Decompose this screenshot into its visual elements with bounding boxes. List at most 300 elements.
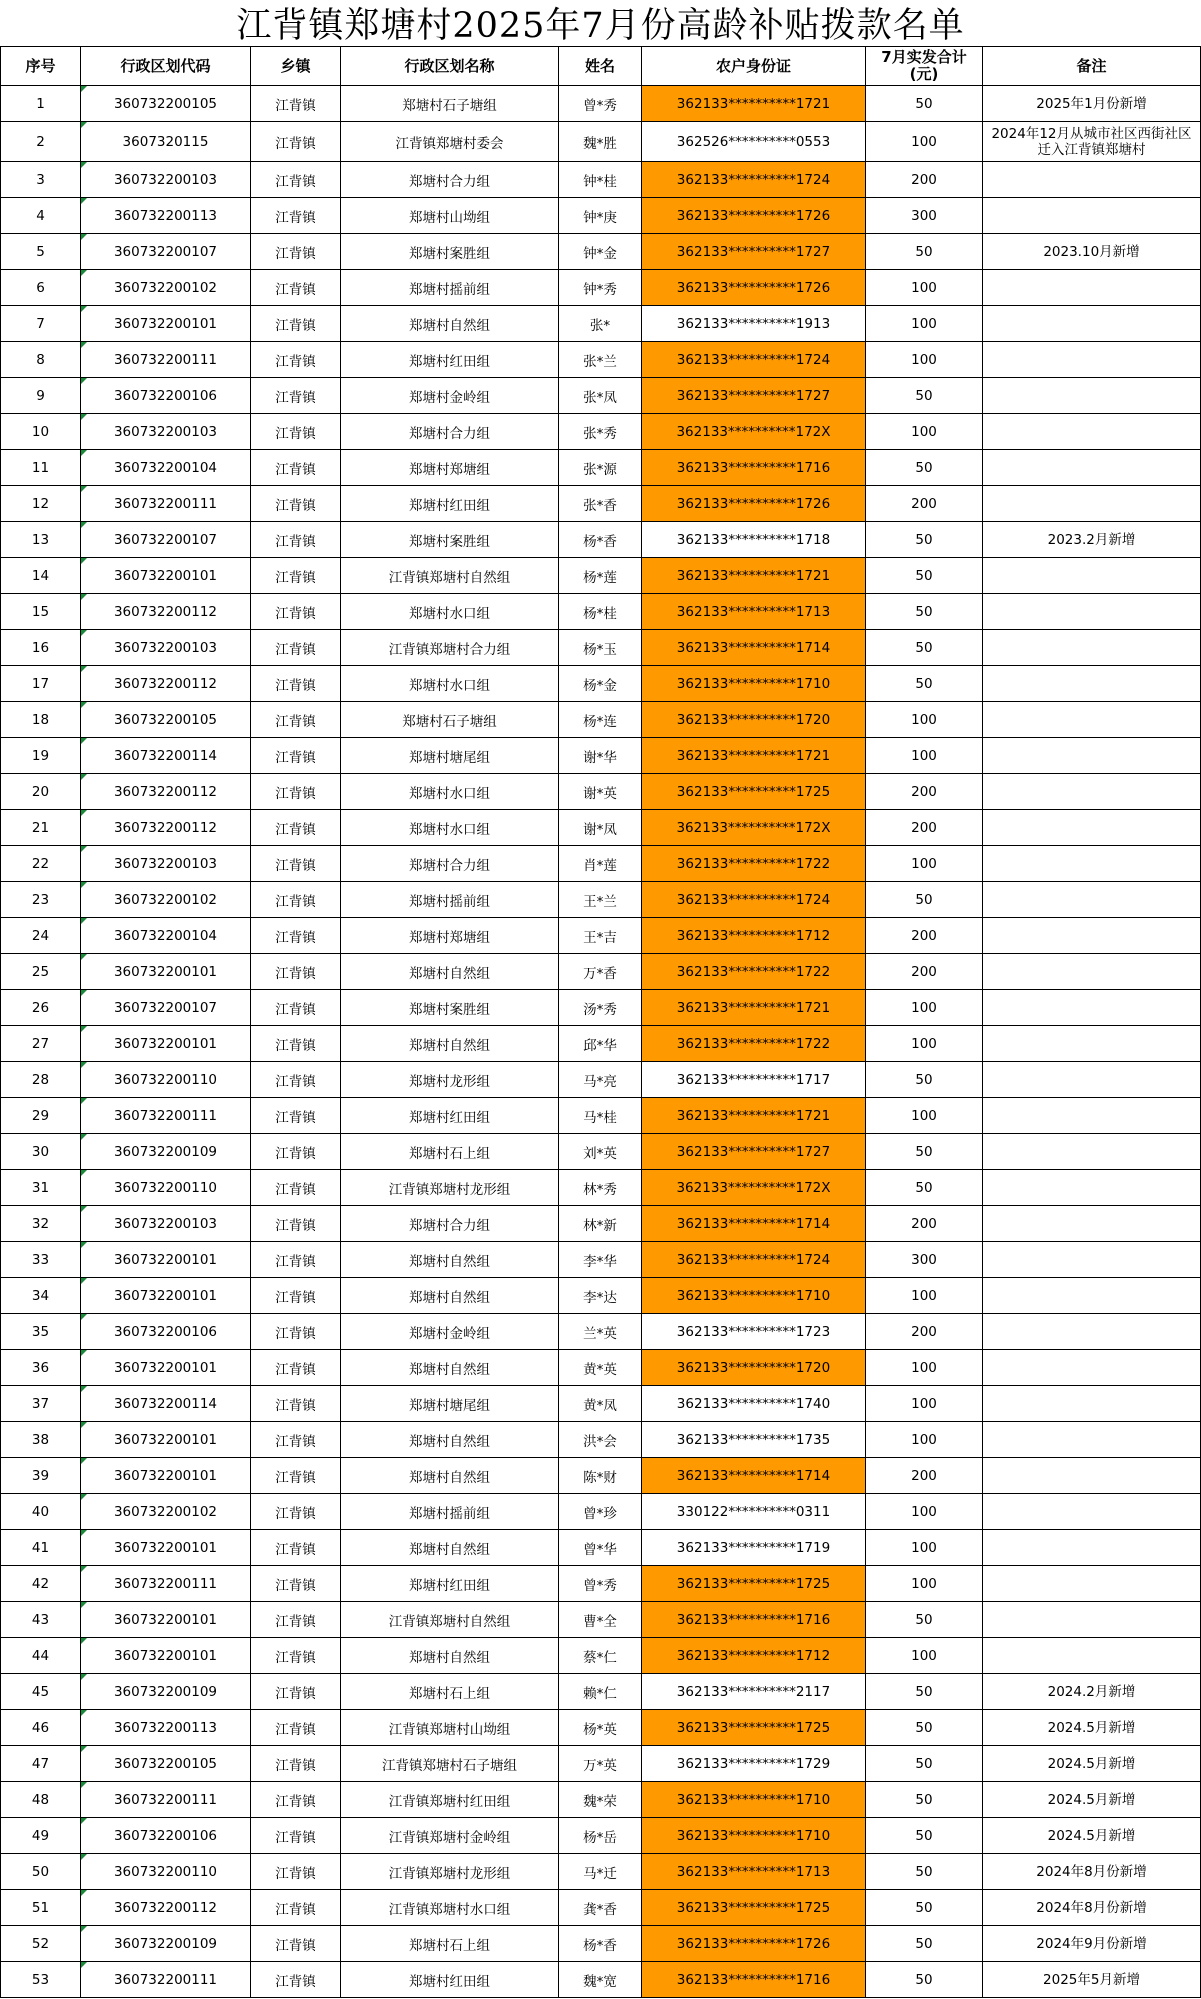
note-cell	[983, 306, 1201, 342]
division-code-cell: 360732200101	[81, 306, 251, 342]
id-number-cell: 362133**********1716	[642, 450, 866, 486]
person-name-cell: 魏*胜	[559, 122, 642, 162]
header-cell: 农户身份证	[642, 47, 866, 86]
person-name-cell: 张*凤	[559, 378, 642, 414]
town-cell: 江背镇	[251, 1314, 341, 1350]
header-cell: 姓名	[559, 47, 642, 86]
division-name-cell: 郑塘村石上组	[341, 1926, 559, 1962]
table-row	[1, 1350, 1201, 1386]
amount-cell: 50	[866, 558, 983, 594]
division-name-cell: 郑塘村石子塘组	[341, 86, 559, 122]
division-name-cell: 郑塘村红田组	[341, 1566, 559, 1602]
amount-cell: 100	[866, 990, 983, 1026]
town-cell: 江背镇	[251, 1818, 341, 1854]
division-code-cell: 360732200101	[81, 1242, 251, 1278]
division-name-cell: 郑塘村石上组	[341, 1674, 559, 1710]
amount-cell: 100	[866, 1422, 983, 1458]
id-number-cell: 362526**********0553	[642, 122, 866, 162]
town-cell: 江背镇	[251, 1566, 341, 1602]
amount-cell: 50	[866, 1170, 983, 1206]
id-number-cell: 362133**********1721	[642, 558, 866, 594]
town-cell: 江背镇	[251, 1782, 341, 1818]
id-number-cell: 362133**********1712	[642, 918, 866, 954]
town-cell: 江背镇	[251, 86, 341, 122]
division-name-cell: 郑塘村水口组	[341, 774, 559, 810]
table-row	[1, 1170, 1201, 1206]
town-cell: 江背镇	[251, 1134, 341, 1170]
id-number-cell: 362133**********1712	[642, 1638, 866, 1674]
town-cell: 江背镇	[251, 1098, 341, 1134]
town-cell: 江背镇	[251, 1638, 341, 1674]
division-name-cell: 郑塘村塘尾组	[341, 738, 559, 774]
row-number-cell: 38	[1, 1422, 81, 1458]
note-cell: 2025年1月份新增	[983, 86, 1201, 122]
town-cell: 江背镇	[251, 810, 341, 846]
row-number-cell: 17	[1, 666, 81, 702]
division-name-cell: 江背镇郑塘村石子塘组	[341, 1746, 559, 1782]
id-number-cell: 362133**********1714	[642, 1206, 866, 1242]
id-number-cell: 362133**********1720	[642, 702, 866, 738]
row-number-cell: 31	[1, 1170, 81, 1206]
person-name-cell: 肖*莲	[559, 846, 642, 882]
amount-cell: 100	[866, 1566, 983, 1602]
id-number-cell: 362133**********1729	[642, 1746, 866, 1782]
table-row	[1, 1710, 1201, 1746]
note-cell	[983, 378, 1201, 414]
division-code-cell: 3607320115	[81, 122, 251, 162]
division-code-cell: 360732200101	[81, 1602, 251, 1638]
table-row	[1, 1782, 1201, 1818]
id-number-cell: 362133**********1710	[642, 1818, 866, 1854]
person-name-cell: 马*亮	[559, 1062, 642, 1098]
row-number-cell: 42	[1, 1566, 81, 1602]
division-name-cell: 郑塘村自然组	[341, 306, 559, 342]
row-number-cell: 21	[1, 810, 81, 846]
subsidy-table	[0, 46, 1201, 1998]
amount-cell: 50	[866, 1710, 983, 1746]
amount-cell: 100	[866, 1098, 983, 1134]
id-number-cell: 362133**********1721	[642, 738, 866, 774]
row-number-cell: 26	[1, 990, 81, 1026]
table-row	[1, 234, 1201, 270]
person-name-cell: 杨*玉	[559, 630, 642, 666]
division-name-cell: 郑塘村合力组	[341, 846, 559, 882]
id-number-cell: 362133**********1725	[642, 1710, 866, 1746]
id-number-cell: 362133**********1725	[642, 1890, 866, 1926]
division-code-cell: 360732200105	[81, 1746, 251, 1782]
town-cell: 江背镇	[251, 122, 341, 162]
table-row	[1, 1134, 1201, 1170]
amount-cell: 50	[866, 594, 983, 630]
row-number-cell: 20	[1, 774, 81, 810]
id-number-cell: 362133**********1724	[642, 342, 866, 378]
amount-cell: 50	[866, 1854, 983, 1890]
division-name-cell: 郑塘村自然组	[341, 1278, 559, 1314]
row-number-cell: 34	[1, 1278, 81, 1314]
table-row	[1, 1602, 1201, 1638]
division-code-cell: 360732200112	[81, 666, 251, 702]
row-number-cell: 19	[1, 738, 81, 774]
person-name-cell: 王*兰	[559, 882, 642, 918]
row-number-cell: 25	[1, 954, 81, 990]
note-cell: 2024.5月新增	[983, 1782, 1201, 1818]
header-cell: 乡镇	[251, 47, 341, 86]
amount-cell: 200	[866, 918, 983, 954]
amount-cell: 100	[866, 306, 983, 342]
note-cell: 2024年8月份新增	[983, 1890, 1201, 1926]
division-code-cell: 360732200111	[81, 1566, 251, 1602]
amount-cell: 50	[866, 1782, 983, 1818]
division-name-cell: 郑塘村龙形组	[341, 1062, 559, 1098]
division-code-cell: 360732200101	[81, 1350, 251, 1386]
person-name-cell: 洪*会	[559, 1422, 642, 1458]
person-name-cell: 汤*秀	[559, 990, 642, 1026]
town-cell: 江背镇	[251, 558, 341, 594]
division-code-cell: 360732200113	[81, 198, 251, 234]
note-cell	[983, 1530, 1201, 1566]
amount-cell: 50	[866, 882, 983, 918]
town-cell: 江背镇	[251, 1854, 341, 1890]
division-code-cell: 360732200104	[81, 918, 251, 954]
town-cell: 江背镇	[251, 1602, 341, 1638]
table-row	[1, 630, 1201, 666]
amount-cell: 100	[866, 1494, 983, 1530]
division-code-cell: 360732200105	[81, 702, 251, 738]
table-row	[1, 1746, 1201, 1782]
division-name-cell: 江背镇郑塘村合力组	[341, 630, 559, 666]
row-number-cell: 5	[1, 234, 81, 270]
id-number-cell: 362133**********1727	[642, 378, 866, 414]
town-cell: 江背镇	[251, 234, 341, 270]
note-cell: 2025年5月新增	[983, 1962, 1201, 1998]
person-name-cell: 张*香	[559, 486, 642, 522]
row-number-cell: 10	[1, 414, 81, 450]
note-cell	[983, 702, 1201, 738]
amount-cell: 200	[866, 162, 983, 198]
id-number-cell: 362133**********1735	[642, 1422, 866, 1458]
town-cell: 江背镇	[251, 1530, 341, 1566]
person-name-cell: 魏*荣	[559, 1782, 642, 1818]
division-code-cell: 360732200106	[81, 378, 251, 414]
row-number-cell: 4	[1, 198, 81, 234]
header-cell: 序号	[1, 47, 81, 86]
person-name-cell: 马*桂	[559, 1098, 642, 1134]
division-code-cell: 360732200103	[81, 414, 251, 450]
amount-cell: 50	[866, 1062, 983, 1098]
row-number-cell: 36	[1, 1350, 81, 1386]
person-name-cell: 杨*香	[559, 522, 642, 558]
town-cell: 江背镇	[251, 486, 341, 522]
row-number-cell: 39	[1, 1458, 81, 1494]
id-number-cell: 362133**********1716	[642, 1962, 866, 1998]
note-cell	[983, 630, 1201, 666]
amount-cell: 200	[866, 486, 983, 522]
note-cell	[983, 1602, 1201, 1638]
table-row	[1, 1962, 1201, 1998]
person-name-cell: 杨*金	[559, 666, 642, 702]
division-code-cell: 360732200103	[81, 1206, 251, 1242]
person-name-cell: 张*源	[559, 450, 642, 486]
id-number-cell: 362133**********1725	[642, 1566, 866, 1602]
table-row	[1, 1638, 1201, 1674]
row-number-cell: 35	[1, 1314, 81, 1350]
person-name-cell: 万*英	[559, 1746, 642, 1782]
town-cell: 江背镇	[251, 1710, 341, 1746]
town-cell: 江背镇	[251, 1746, 341, 1782]
note-cell: 2024.5月新增	[983, 1818, 1201, 1854]
person-name-cell: 钟*桂	[559, 162, 642, 198]
note-cell	[983, 1314, 1201, 1350]
division-name-cell: 郑塘村水口组	[341, 810, 559, 846]
division-name-cell: 江背镇郑塘村红田组	[341, 1782, 559, 1818]
division-code-cell: 360732200105	[81, 86, 251, 122]
table-row	[1, 954, 1201, 990]
row-number-cell: 53	[1, 1962, 81, 1998]
note-cell: 2023.10月新增	[983, 234, 1201, 270]
id-number-cell: 362133**********1716	[642, 1602, 866, 1638]
division-name-cell: 郑塘村石子塘组	[341, 702, 559, 738]
amount-cell: 100	[866, 1278, 983, 1314]
id-number-cell: 362133**********1714	[642, 630, 866, 666]
division-name-cell: 郑塘村摇前组	[341, 1494, 559, 1530]
division-code-cell: 360732200110	[81, 1854, 251, 1890]
division-name-cell: 郑塘村案胜组	[341, 990, 559, 1026]
table-row	[1, 1926, 1201, 1962]
division-code-cell: 360732200107	[81, 234, 251, 270]
row-number-cell: 47	[1, 1746, 81, 1782]
row-number-cell: 51	[1, 1890, 81, 1926]
amount-cell: 300	[866, 1242, 983, 1278]
person-name-cell: 马*迁	[559, 1854, 642, 1890]
amount-cell: 100	[866, 738, 983, 774]
person-name-cell: 黄*凤	[559, 1386, 642, 1422]
division-code-cell: 360732200112	[81, 1890, 251, 1926]
note-cell	[983, 162, 1201, 198]
row-number-cell: 29	[1, 1098, 81, 1134]
id-number-cell: 362133**********1726	[642, 270, 866, 306]
amount-cell: 50	[866, 234, 983, 270]
amount-cell: 100	[866, 1350, 983, 1386]
person-name-cell: 曾*秀	[559, 86, 642, 122]
town-cell: 江背镇	[251, 162, 341, 198]
division-code-cell: 360732200103	[81, 162, 251, 198]
town-cell: 江背镇	[251, 378, 341, 414]
division-code-cell: 360732200101	[81, 558, 251, 594]
note-cell	[983, 738, 1201, 774]
note-cell	[983, 1386, 1201, 1422]
id-number-cell: 362133**********1722	[642, 954, 866, 990]
division-code-cell: 360732200112	[81, 774, 251, 810]
id-number-cell: 362133**********1718	[642, 522, 866, 558]
division-name-cell: 江背镇郑塘村龙形组	[341, 1854, 559, 1890]
division-code-cell: 360732200101	[81, 1458, 251, 1494]
table-row	[1, 1098, 1201, 1134]
amount-cell: 200	[866, 1206, 983, 1242]
note-cell: 2024.5月新增	[983, 1746, 1201, 1782]
row-number-cell: 12	[1, 486, 81, 522]
document-title: 江背镇郑塘村2025年7月份高龄补贴拨款名单	[236, 6, 965, 46]
division-name-cell: 郑塘村自然组	[341, 1458, 559, 1494]
division-code-cell: 360732200106	[81, 1314, 251, 1350]
amount-cell: 200	[866, 1314, 983, 1350]
note-cell	[983, 1638, 1201, 1674]
division-name-cell: 郑塘村自然组	[341, 1638, 559, 1674]
table-row	[1, 1458, 1201, 1494]
table-row	[1, 122, 1201, 162]
amount-cell: 50	[866, 1674, 983, 1710]
division-name-cell: 郑塘村红田组	[341, 342, 559, 378]
note-cell	[983, 1134, 1201, 1170]
amount-cell: 100	[866, 1386, 983, 1422]
id-number-cell: 362133**********1726	[642, 198, 866, 234]
person-name-cell: 张*	[559, 306, 642, 342]
division-name-cell: 郑塘村郑塘组	[341, 918, 559, 954]
header-cell: 行政区划名称	[341, 47, 559, 86]
table-row	[1, 1422, 1201, 1458]
division-name-cell: 郑塘村案胜组	[341, 234, 559, 270]
table-row	[1, 666, 1201, 702]
town-cell: 江背镇	[251, 846, 341, 882]
id-number-cell: 362133**********1725	[642, 774, 866, 810]
note-cell	[983, 1026, 1201, 1062]
id-number-cell: 362133**********2117	[642, 1674, 866, 1710]
header-cell: 行政区划代码	[81, 47, 251, 86]
amount-cell: 50	[866, 450, 983, 486]
table-row	[1, 162, 1201, 198]
person-name-cell: 刘*英	[559, 1134, 642, 1170]
amount-cell: 100	[866, 702, 983, 738]
division-name-cell: 江背镇郑塘村龙形组	[341, 1170, 559, 1206]
division-code-cell: 360732200101	[81, 954, 251, 990]
person-name-cell: 李*达	[559, 1278, 642, 1314]
person-name-cell: 曾*珍	[559, 1494, 642, 1530]
person-name-cell: 万*香	[559, 954, 642, 990]
row-number-cell: 9	[1, 378, 81, 414]
division-code-cell: 360732200111	[81, 342, 251, 378]
town-cell: 江背镇	[251, 630, 341, 666]
row-number-cell: 27	[1, 1026, 81, 1062]
town-cell: 江背镇	[251, 666, 341, 702]
table-row	[1, 486, 1201, 522]
town-cell: 江背镇	[251, 1926, 341, 1962]
note-cell	[983, 846, 1201, 882]
id-number-cell: 362133**********1724	[642, 162, 866, 198]
division-code-cell: 360732200107	[81, 522, 251, 558]
division-name-cell: 郑塘村自然组	[341, 1242, 559, 1278]
town-cell: 江背镇	[251, 1674, 341, 1710]
town-cell: 江背镇	[251, 1890, 341, 1926]
id-number-cell: 362133**********1710	[642, 666, 866, 702]
id-number-cell: 362133**********1727	[642, 1134, 866, 1170]
town-cell: 江背镇	[251, 1350, 341, 1386]
person-name-cell: 曾*秀	[559, 1566, 642, 1602]
row-number-cell: 13	[1, 522, 81, 558]
row-number-cell: 24	[1, 918, 81, 954]
division-code-cell: 360732200101	[81, 1026, 251, 1062]
note-cell: 2024年12月从城市社区西街社区迁入江背镇郑塘村	[983, 122, 1201, 162]
note-cell	[983, 1494, 1201, 1530]
amount-cell: 100	[866, 1638, 983, 1674]
division-name-cell: 江背镇郑塘村委会	[341, 122, 559, 162]
amount-cell: 100	[866, 1530, 983, 1566]
row-number-cell: 15	[1, 594, 81, 630]
id-number-cell: 362133**********1721	[642, 990, 866, 1026]
note-cell	[983, 1062, 1201, 1098]
division-name-cell: 江背镇郑塘村山坳组	[341, 1710, 559, 1746]
town-cell: 江背镇	[251, 1242, 341, 1278]
person-name-cell: 黄*英	[559, 1350, 642, 1386]
division-name-cell: 江背镇郑塘村金岭组	[341, 1818, 559, 1854]
person-name-cell: 邱*华	[559, 1026, 642, 1062]
note-cell	[983, 1422, 1201, 1458]
division-name-cell: 郑塘村自然组	[341, 1530, 559, 1566]
town-cell: 江背镇	[251, 342, 341, 378]
town-cell: 江背镇	[251, 1386, 341, 1422]
id-number-cell: 362133**********1913	[642, 306, 866, 342]
row-number-cell: 41	[1, 1530, 81, 1566]
table-row	[1, 450, 1201, 486]
note-cell: 2024年8月份新增	[983, 1854, 1201, 1890]
note-cell	[983, 594, 1201, 630]
division-code-cell: 360732200101	[81, 1638, 251, 1674]
amount-cell: 100	[866, 270, 983, 306]
amount-cell: 50	[866, 666, 983, 702]
person-name-cell: 钟*秀	[559, 270, 642, 306]
header-cell: 7月实发合计(元)	[866, 47, 983, 86]
table-row	[1, 1278, 1201, 1314]
amount-cell: 50	[866, 1602, 983, 1638]
person-name-cell: 曹*全	[559, 1602, 642, 1638]
division-name-cell: 江背镇郑塘村自然组	[341, 1602, 559, 1638]
person-name-cell: 陈*财	[559, 1458, 642, 1494]
row-number-cell: 28	[1, 1062, 81, 1098]
town-cell: 江背镇	[251, 738, 341, 774]
division-code-cell: 360732200102	[81, 1494, 251, 1530]
table-row	[1, 306, 1201, 342]
table-row	[1, 198, 1201, 234]
person-name-cell: 谢*华	[559, 738, 642, 774]
division-name-cell: 郑塘村石上组	[341, 1134, 559, 1170]
note-cell	[983, 990, 1201, 1026]
division-code-cell: 360732200101	[81, 1530, 251, 1566]
division-code-cell: 360732200109	[81, 1926, 251, 1962]
amount-cell: 100	[866, 122, 983, 162]
division-name-cell: 郑塘村红田组	[341, 486, 559, 522]
division-name-cell: 郑塘村自然组	[341, 1026, 559, 1062]
note-cell	[983, 1170, 1201, 1206]
division-name-cell: 郑塘村案胜组	[341, 522, 559, 558]
note-cell	[983, 414, 1201, 450]
row-number-cell: 8	[1, 342, 81, 378]
division-code-cell: 360732200103	[81, 630, 251, 666]
division-code-cell: 360732200111	[81, 1782, 251, 1818]
town-cell: 江背镇	[251, 774, 341, 810]
note-cell: 2023.2月新增	[983, 522, 1201, 558]
amount-cell: 50	[866, 1134, 983, 1170]
division-name-cell: 郑塘村合力组	[341, 162, 559, 198]
id-number-cell: 362133**********1724	[642, 1242, 866, 1278]
row-number-cell: 50	[1, 1854, 81, 1890]
person-name-cell: 林*秀	[559, 1170, 642, 1206]
town-cell: 江背镇	[251, 198, 341, 234]
division-code-cell: 360732200102	[81, 882, 251, 918]
division-code-cell: 360732200110	[81, 1170, 251, 1206]
amount-cell: 200	[866, 1458, 983, 1494]
id-number-cell: 362133**********1713	[642, 1854, 866, 1890]
division-code-cell: 360732200111	[81, 1098, 251, 1134]
row-number-cell: 33	[1, 1242, 81, 1278]
table-row	[1, 882, 1201, 918]
